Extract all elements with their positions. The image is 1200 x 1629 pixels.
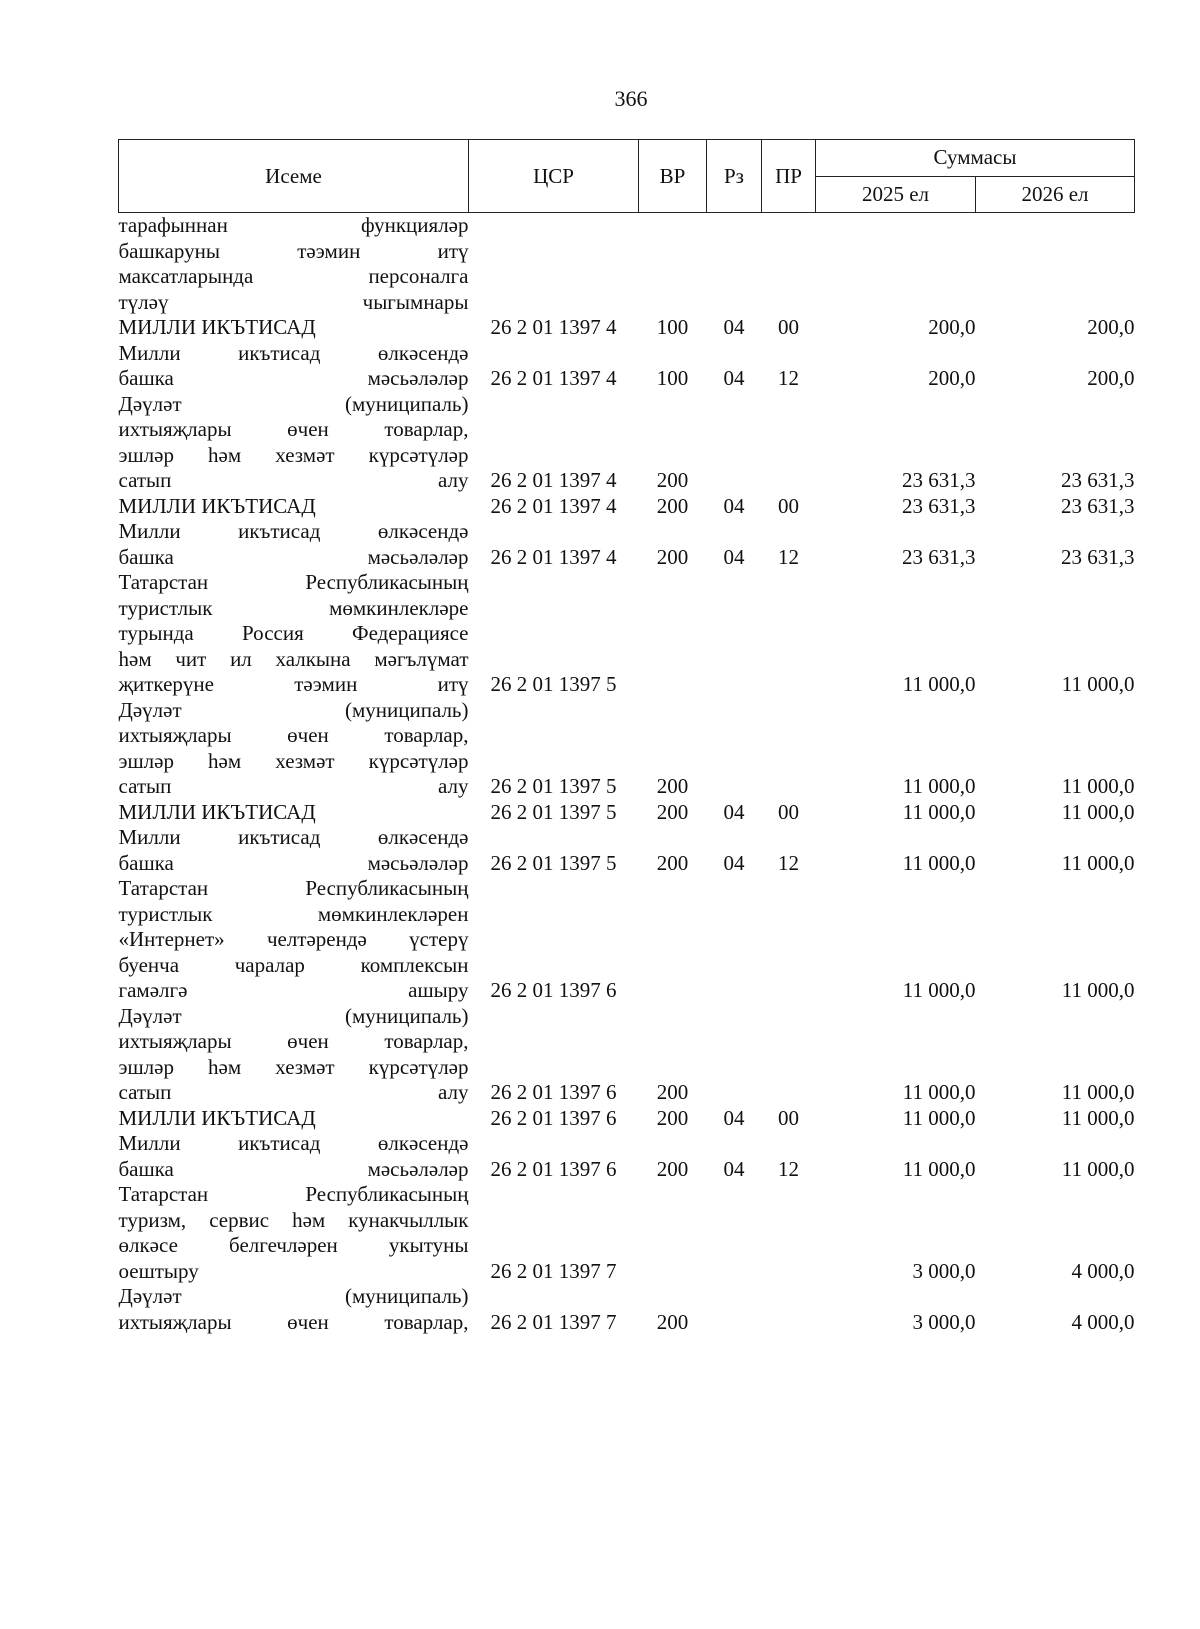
- row-name-line: Дәүләт (муниципаль): [118, 697, 469, 722]
- row-rz: 04: [723, 544, 745, 569]
- row-name-line: буенча чаралар комплексын: [118, 952, 469, 977]
- row-rz: 04: [723, 315, 745, 339]
- row-pr: 12: [778, 544, 799, 569]
- row-amount-2025: 11 000,0: [902, 978, 976, 1002]
- row-vr: 200: [656, 850, 689, 875]
- row-name: [119, 570, 469, 698]
- row-amount-2026: 23 631,3: [1061, 468, 1135, 492]
- row-name-line: туристлык мөмкинлекләрен: [118, 901, 469, 926]
- row-name-line: гамәлгә ашыру: [118, 978, 469, 1002]
- row-name-line: башкаруны тәэмин итү: [118, 238, 469, 263]
- row-name-line: максатларында персоналга: [118, 264, 469, 288]
- table-row: [119, 1284, 1135, 1335]
- row-name: [119, 341, 469, 392]
- table-row: [119, 800, 1135, 826]
- row-name-line: эшләр һәм хезмәт күрсәтүләр: [118, 442, 469, 467]
- row-pr: [762, 213, 816, 316]
- row-name: [119, 315, 469, 341]
- row-amount-2025: 23 631,3: [902, 544, 976, 569]
- row-csr: 26 2 01 1397 5: [490, 799, 617, 824]
- row-vr: 200: [656, 1156, 689, 1181]
- table-row: [119, 315, 1135, 341]
- row-name-line: һәм чит ил халкына мәгълүмат: [118, 646, 469, 671]
- row-pr: [762, 698, 816, 800]
- row-amount-2025: 23 631,3: [902, 468, 976, 492]
- table-header: [119, 140, 1135, 213]
- table-row: [119, 1004, 1135, 1106]
- header-rz: Рз: [707, 140, 762, 213]
- row-amount-2025: 11 000,0: [902, 1105, 976, 1130]
- row-vr: 100: [656, 315, 689, 339]
- table-row: [119, 1182, 1135, 1284]
- row-csr: 26 2 01 1397 5: [490, 672, 617, 696]
- row-pr: 00: [778, 315, 799, 339]
- header-year-2025: 2025 ел: [816, 176, 976, 213]
- table-body: [119, 213, 1135, 1336]
- row-csr: 26 2 01 1397 7: [490, 1309, 617, 1334]
- row-amount-2025: [816, 213, 976, 316]
- row-name-line: Милли икътисад өлкәсендә: [118, 519, 469, 543]
- row-name-line: Дәүләт (муниципаль): [118, 1284, 469, 1308]
- table-row: [119, 698, 1135, 800]
- row-vr: 200: [656, 1105, 689, 1130]
- row-name: [119, 1284, 469, 1335]
- row-amount-2025: 11 000,0: [902, 774, 976, 798]
- row-rz: [707, 698, 762, 800]
- row-pr: [762, 1004, 816, 1106]
- row-pr: 12: [778, 366, 799, 390]
- table-row: [119, 341, 1135, 392]
- row-rz: [707, 570, 762, 698]
- row-name: [119, 494, 469, 520]
- row-vr: [639, 570, 707, 698]
- row-rz: [707, 1284, 762, 1335]
- row-name-line: Татарстан Республикасының: [118, 570, 469, 594]
- row-rz: 04: [723, 1105, 745, 1130]
- row-name-line: башка мәсьәләләр: [118, 544, 469, 569]
- row-name-line: түләү чыгымнары: [118, 289, 469, 314]
- row-name-line: Дәүләт (муниципаль): [118, 391, 469, 416]
- row-name-line: МИЛЛИ ИКЪТИСАД: [118, 1105, 316, 1130]
- table-row: [119, 570, 1135, 698]
- row-csr: 26 2 01 1397 6: [490, 978, 617, 1002]
- table-row: [119, 1106, 1135, 1132]
- row-amount-2025: 11 000,0: [902, 672, 976, 696]
- row-name-line: өлкәсе белгечләрен укытуны: [118, 1233, 469, 1257]
- row-vr: 100: [656, 366, 689, 390]
- row-pr: [762, 570, 816, 698]
- row-amount-2026: 4 000,0: [1071, 1258, 1135, 1283]
- header-sum: Суммасы: [816, 140, 1135, 177]
- row-name-line: МИЛЛИ ИКЪТИСАД: [118, 315, 316, 339]
- row-name-line: эшләр һәм хезмәт күрсәтүләр: [118, 748, 469, 773]
- row-rz: 04: [723, 366, 745, 390]
- row-vr: [639, 213, 707, 316]
- row-name-line: Татарстан Республикасының: [118, 876, 469, 900]
- header-year-2026: 2026 ел: [976, 176, 1135, 213]
- header-pr: ПР: [762, 140, 816, 213]
- row-amount-2026: 200,0: [1087, 366, 1135, 390]
- row-pr: 00: [778, 493, 799, 518]
- row-name: [119, 1131, 469, 1182]
- table-row: [119, 825, 1135, 876]
- row-amount-2025: 11 000,0: [902, 850, 976, 875]
- row-name: [119, 800, 469, 826]
- row-amount-2026: 11 000,0: [1061, 672, 1135, 696]
- row-amount-2025: 3 000,0: [912, 1258, 976, 1283]
- row-pr: [762, 1284, 816, 1335]
- row-vr: [639, 876, 707, 1004]
- row-name-line: башка мәсьәләләр: [118, 1156, 469, 1181]
- row-name: [119, 392, 469, 494]
- row-pr: [762, 1182, 816, 1284]
- row-name: [119, 1182, 469, 1284]
- row-amount-2025: 200,0: [928, 366, 976, 390]
- row-rz: [707, 392, 762, 494]
- row-rz: 04: [723, 493, 745, 518]
- row-amount-2025: 11 000,0: [902, 799, 976, 824]
- row-amount-2026: 11 000,0: [1061, 1156, 1135, 1181]
- row-name-line: сатып алу: [118, 468, 469, 492]
- table-row: [119, 213, 1135, 316]
- row-pr: [762, 392, 816, 494]
- row-name-line: МИЛЛИ ИКЪТИСАД: [118, 799, 316, 824]
- row-name: [119, 698, 469, 800]
- row-csr: [469, 213, 639, 316]
- row-vr: 200: [656, 544, 689, 569]
- row-csr: 26 2 01 1397 5: [490, 774, 617, 798]
- row-vr: 200: [656, 468, 689, 492]
- budget-table: [118, 139, 1135, 1335]
- row-amount-2026: 23 631,3: [1061, 493, 1135, 518]
- row-vr: 200: [656, 1309, 689, 1334]
- row-csr: 26 2 01 1397 4: [490, 544, 617, 569]
- table-row: [119, 876, 1135, 1004]
- page-number: 366: [614, 86, 648, 111]
- row-vr: [639, 1182, 707, 1284]
- table-row: [119, 392, 1135, 494]
- row-name-line: туризм, сервис һәм кунакчыллык: [118, 1207, 469, 1232]
- row-name: [119, 213, 469, 316]
- row-name-line: эшләр һәм хезмәт күрсәтүләр: [118, 1054, 469, 1079]
- row-name-line: Дәүләт (муниципаль): [118, 1003, 469, 1028]
- row-name-line: Милли икътисад өлкәсендә: [118, 825, 469, 849]
- row-name-line: ихтыяҗлары өчен товарлар,: [118, 1029, 469, 1053]
- row-vr: 200: [656, 799, 689, 824]
- row-pr: 12: [778, 1156, 799, 1181]
- table-row: [119, 1131, 1135, 1182]
- row-rz: [707, 1004, 762, 1106]
- row-csr: 26 2 01 1397 4: [490, 468, 617, 492]
- row-amount-2026: 11 000,0: [1061, 1105, 1135, 1130]
- header-vr: ВР: [639, 140, 707, 213]
- row-rz: 04: [723, 850, 745, 875]
- header-csr: ЦСР: [469, 140, 639, 213]
- row-rz: 04: [723, 1156, 745, 1181]
- row-name-line: Татарстан Республикасының: [118, 1182, 469, 1206]
- row-name-line: сатып алу: [118, 1080, 469, 1104]
- row-name-line: ихтыяҗлары өчен товарлар,: [118, 723, 469, 747]
- row-name-line: тарафыннан функцияләр: [118, 213, 469, 237]
- row-rz: [707, 213, 762, 316]
- row-name-line: башка мәсьәләләр: [118, 366, 469, 390]
- row-csr: 26 2 01 1397 5: [490, 850, 617, 875]
- row-csr: 26 2 01 1397 6: [490, 1080, 617, 1104]
- row-csr: 26 2 01 1397 6: [490, 1105, 617, 1130]
- row-name-line: туристлык мөмкинлекләре: [118, 595, 469, 620]
- row-name-line: җиткерүне тәэмин итү: [118, 672, 469, 696]
- row-vr: 200: [656, 774, 689, 798]
- row-csr: 26 2 01 1397 4: [490, 493, 617, 518]
- row-name: [119, 519, 469, 570]
- row-vr: 200: [656, 493, 689, 518]
- row-csr: 26 2 01 1397 4: [490, 366, 617, 390]
- row-name-line: МИЛЛИ ИКЪТИСАД: [118, 493, 316, 518]
- row-name: [119, 1004, 469, 1106]
- row-amount-2026: 200,0: [1087, 315, 1135, 339]
- row-name-line: «Интернет» челтәрендә үстерү: [118, 927, 469, 951]
- row-amount-2026: 11 000,0: [1061, 978, 1135, 1002]
- row-amount-2025: 11 000,0: [902, 1156, 976, 1181]
- row-amount-2026: 11 000,0: [1061, 799, 1135, 824]
- row-name-line: сатып алу: [118, 774, 469, 798]
- row-amount-2025: 23 631,3: [902, 493, 976, 518]
- row-pr: 12: [778, 850, 799, 875]
- row-amount-2025: 3 000,0: [912, 1309, 976, 1334]
- row-name-line: оештыру: [118, 1258, 199, 1283]
- row-name-line: ихтыяҗлары өчен товарлар,: [118, 417, 469, 441]
- row-pr: 00: [778, 799, 799, 824]
- row-amount-2026: [976, 213, 1135, 316]
- row-name-line: турында Россия Федерациясе: [118, 621, 469, 645]
- row-name-line: башка мәсьәләләр: [118, 850, 469, 875]
- row-amount-2026: 11 000,0: [1061, 850, 1135, 875]
- row-csr: 26 2 01 1397 7: [490, 1258, 617, 1283]
- row-amount-2026: 11 000,0: [1061, 1080, 1135, 1104]
- header-name: Исеме: [119, 140, 469, 213]
- row-pr: 00: [778, 1105, 799, 1130]
- row-pr: [762, 876, 816, 1004]
- row-name-line: Милли икътисад өлкәсендә: [118, 340, 469, 365]
- row-csr: 26 2 01 1397 6: [490, 1156, 617, 1181]
- row-rz: [707, 1182, 762, 1284]
- row-name: [119, 825, 469, 876]
- row-csr: 26 2 01 1397 4: [490, 315, 617, 339]
- row-name: [119, 876, 469, 1004]
- row-amount-2026: 4 000,0: [1071, 1309, 1135, 1334]
- table-row: [119, 519, 1135, 570]
- row-amount-2025: 200,0: [928, 315, 976, 339]
- row-amount-2025: 11 000,0: [902, 1080, 976, 1104]
- row-amount-2026: 11 000,0: [1061, 774, 1135, 798]
- table-row: [119, 494, 1135, 520]
- row-rz: 04: [723, 799, 745, 824]
- row-name-line: Милли икътисад өлкәсендә: [118, 1131, 469, 1155]
- row-name: [119, 1106, 469, 1132]
- row-vr: 200: [656, 1080, 689, 1104]
- row-rz: [707, 876, 762, 1004]
- row-name-line: ихтыяҗлары өчен товарлар,: [118, 1309, 469, 1334]
- row-amount-2026: 23 631,3: [1061, 544, 1135, 569]
